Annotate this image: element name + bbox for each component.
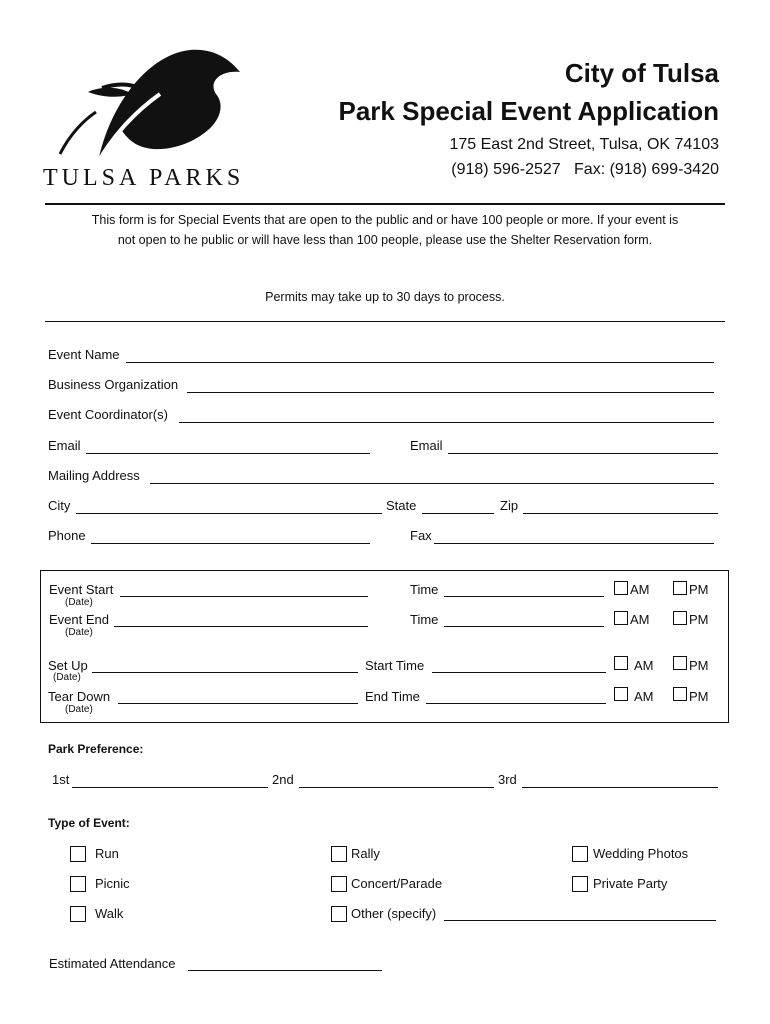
park-preference-heading: Park Preference:	[48, 742, 144, 756]
pm-checkbox[interactable]	[673, 611, 687, 625]
fax-field[interactable]	[434, 528, 714, 544]
zip-label: Zip	[500, 498, 519, 513]
date-note: (Date)	[53, 672, 81, 683]
set-up-time-field[interactable]	[432, 657, 606, 673]
park-1st-label: 1st	[52, 772, 70, 787]
set-up-date-field[interactable]	[92, 657, 358, 673]
mailing-label: Mailing Address	[48, 468, 140, 483]
rally-label: Rally	[351, 846, 380, 861]
date-note: (Date)	[65, 597, 93, 608]
coordinator-label: Event Coordinator(s)	[48, 407, 168, 422]
park-3rd-field[interactable]	[522, 772, 718, 788]
pm-label: PM	[689, 582, 709, 597]
pm-checkbox[interactable]	[673, 656, 687, 670]
other-label: Other (specify)	[351, 906, 437, 921]
tear-down-date-field[interactable]	[118, 688, 358, 704]
city-label: City	[48, 498, 71, 513]
park-2nd-label: 2nd	[272, 772, 294, 787]
attendance-field[interactable]	[188, 955, 382, 971]
event-name-label: Event Name	[48, 347, 120, 362]
pm-label: PM	[689, 658, 709, 673]
set-up-label: Set Up	[48, 658, 88, 673]
email-label-2: Email	[410, 438, 443, 453]
date-note: (Date)	[65, 704, 93, 715]
other-checkbox[interactable]	[331, 906, 347, 922]
am-label: AM	[630, 612, 650, 627]
picnic-label: Picnic	[95, 876, 130, 891]
am-label: AM	[630, 582, 650, 597]
city-field[interactable]	[76, 498, 382, 514]
header-divider	[45, 203, 725, 205]
event-end-time-field[interactable]	[444, 611, 604, 627]
end-time-label: End Time	[365, 689, 420, 704]
park-3rd-label: 3rd	[498, 772, 517, 787]
logo-text: TULSA PARKS	[43, 165, 245, 191]
coordinator-field[interactable]	[179, 407, 714, 423]
event-start-label: Event Start	[49, 582, 114, 597]
intro-line-2: not open to he public or will have less than 100 people, please use the Shelter Reservation form.	[117, 233, 653, 247]
email-field-2[interactable]	[448, 438, 718, 454]
time-label: Time	[410, 582, 439, 597]
am-label: AM	[634, 658, 654, 673]
private-party-label: Private Party	[593, 876, 668, 891]
fax-label: Fax	[410, 528, 432, 543]
park-2nd-field[interactable]	[299, 772, 494, 788]
wedding-photos-label: Wedding Photos	[593, 846, 689, 861]
wedding-photos-checkbox[interactable]	[572, 846, 588, 862]
run-label: Run	[95, 846, 119, 861]
am-label: AM	[634, 689, 654, 704]
logo	[40, 42, 255, 192]
park-1st-field[interactable]	[72, 772, 268, 788]
am-checkbox[interactable]	[614, 687, 628, 701]
start-time-label: Start Time	[365, 658, 425, 673]
concert-parade-label: Concert/Parade	[351, 876, 443, 891]
concert-parade-checkbox[interactable]	[331, 876, 347, 892]
time-label: Time	[410, 612, 439, 627]
event-start-date-field[interactable]	[120, 581, 368, 597]
walk-label: Walk	[95, 906, 124, 921]
other-specify-field[interactable]	[444, 905, 716, 921]
tear-down-label: Tear Down	[48, 689, 111, 704]
intro-divider	[45, 321, 725, 322]
phone-fax: (918) 596-2527 Fax: (918) 699-3420	[451, 161, 719, 178]
pm-label: PM	[689, 612, 709, 627]
rally-checkbox[interactable]	[331, 846, 347, 862]
permits-note: Permits may take up to 30 days to process.	[265, 290, 505, 304]
am-checkbox[interactable]	[614, 581, 628, 595]
private-party-checkbox[interactable]	[572, 876, 588, 892]
mailing-field[interactable]	[150, 468, 714, 484]
attendance-label: Estimated Attendance	[49, 956, 176, 971]
email-label-1: Email	[48, 438, 81, 453]
phone-field[interactable]	[91, 528, 370, 544]
tear-down-time-field[interactable]	[426, 688, 606, 704]
picnic-checkbox[interactable]	[70, 876, 86, 892]
event-type-heading: Type of Event:	[48, 816, 130, 830]
phone-label: Phone	[48, 528, 86, 543]
event-name-field[interactable]	[126, 347, 714, 363]
page-title: City of Tulsa	[564, 58, 719, 88]
walk-checkbox[interactable]	[70, 906, 86, 922]
event-end-label: Event End	[49, 612, 109, 627]
am-checkbox[interactable]	[614, 656, 628, 670]
pm-label: PM	[689, 689, 709, 704]
event-end-date-field[interactable]	[114, 611, 368, 627]
pm-checkbox[interactable]	[673, 581, 687, 595]
run-checkbox[interactable]	[70, 846, 86, 862]
am-checkbox[interactable]	[614, 611, 628, 625]
event-start-time-field[interactable]	[444, 581, 604, 597]
address: 175 East 2nd Street, Tulsa, OK 74103	[449, 136, 719, 153]
business-org-label: Business Organization	[48, 377, 179, 392]
state-field[interactable]	[422, 498, 494, 514]
pm-checkbox[interactable]	[673, 687, 687, 701]
business-org-field[interactable]	[187, 377, 714, 393]
intro-line-1: This form is for Special Events that are open to the public and or have 100 people or more. If your event is	[91, 213, 679, 227]
zip-field[interactable]	[523, 498, 718, 514]
state-label: State	[386, 498, 417, 513]
page-subtitle: Park Special Event Application	[338, 96, 719, 126]
date-note: (Date)	[65, 627, 93, 638]
email-field-1[interactable]	[86, 438, 370, 454]
